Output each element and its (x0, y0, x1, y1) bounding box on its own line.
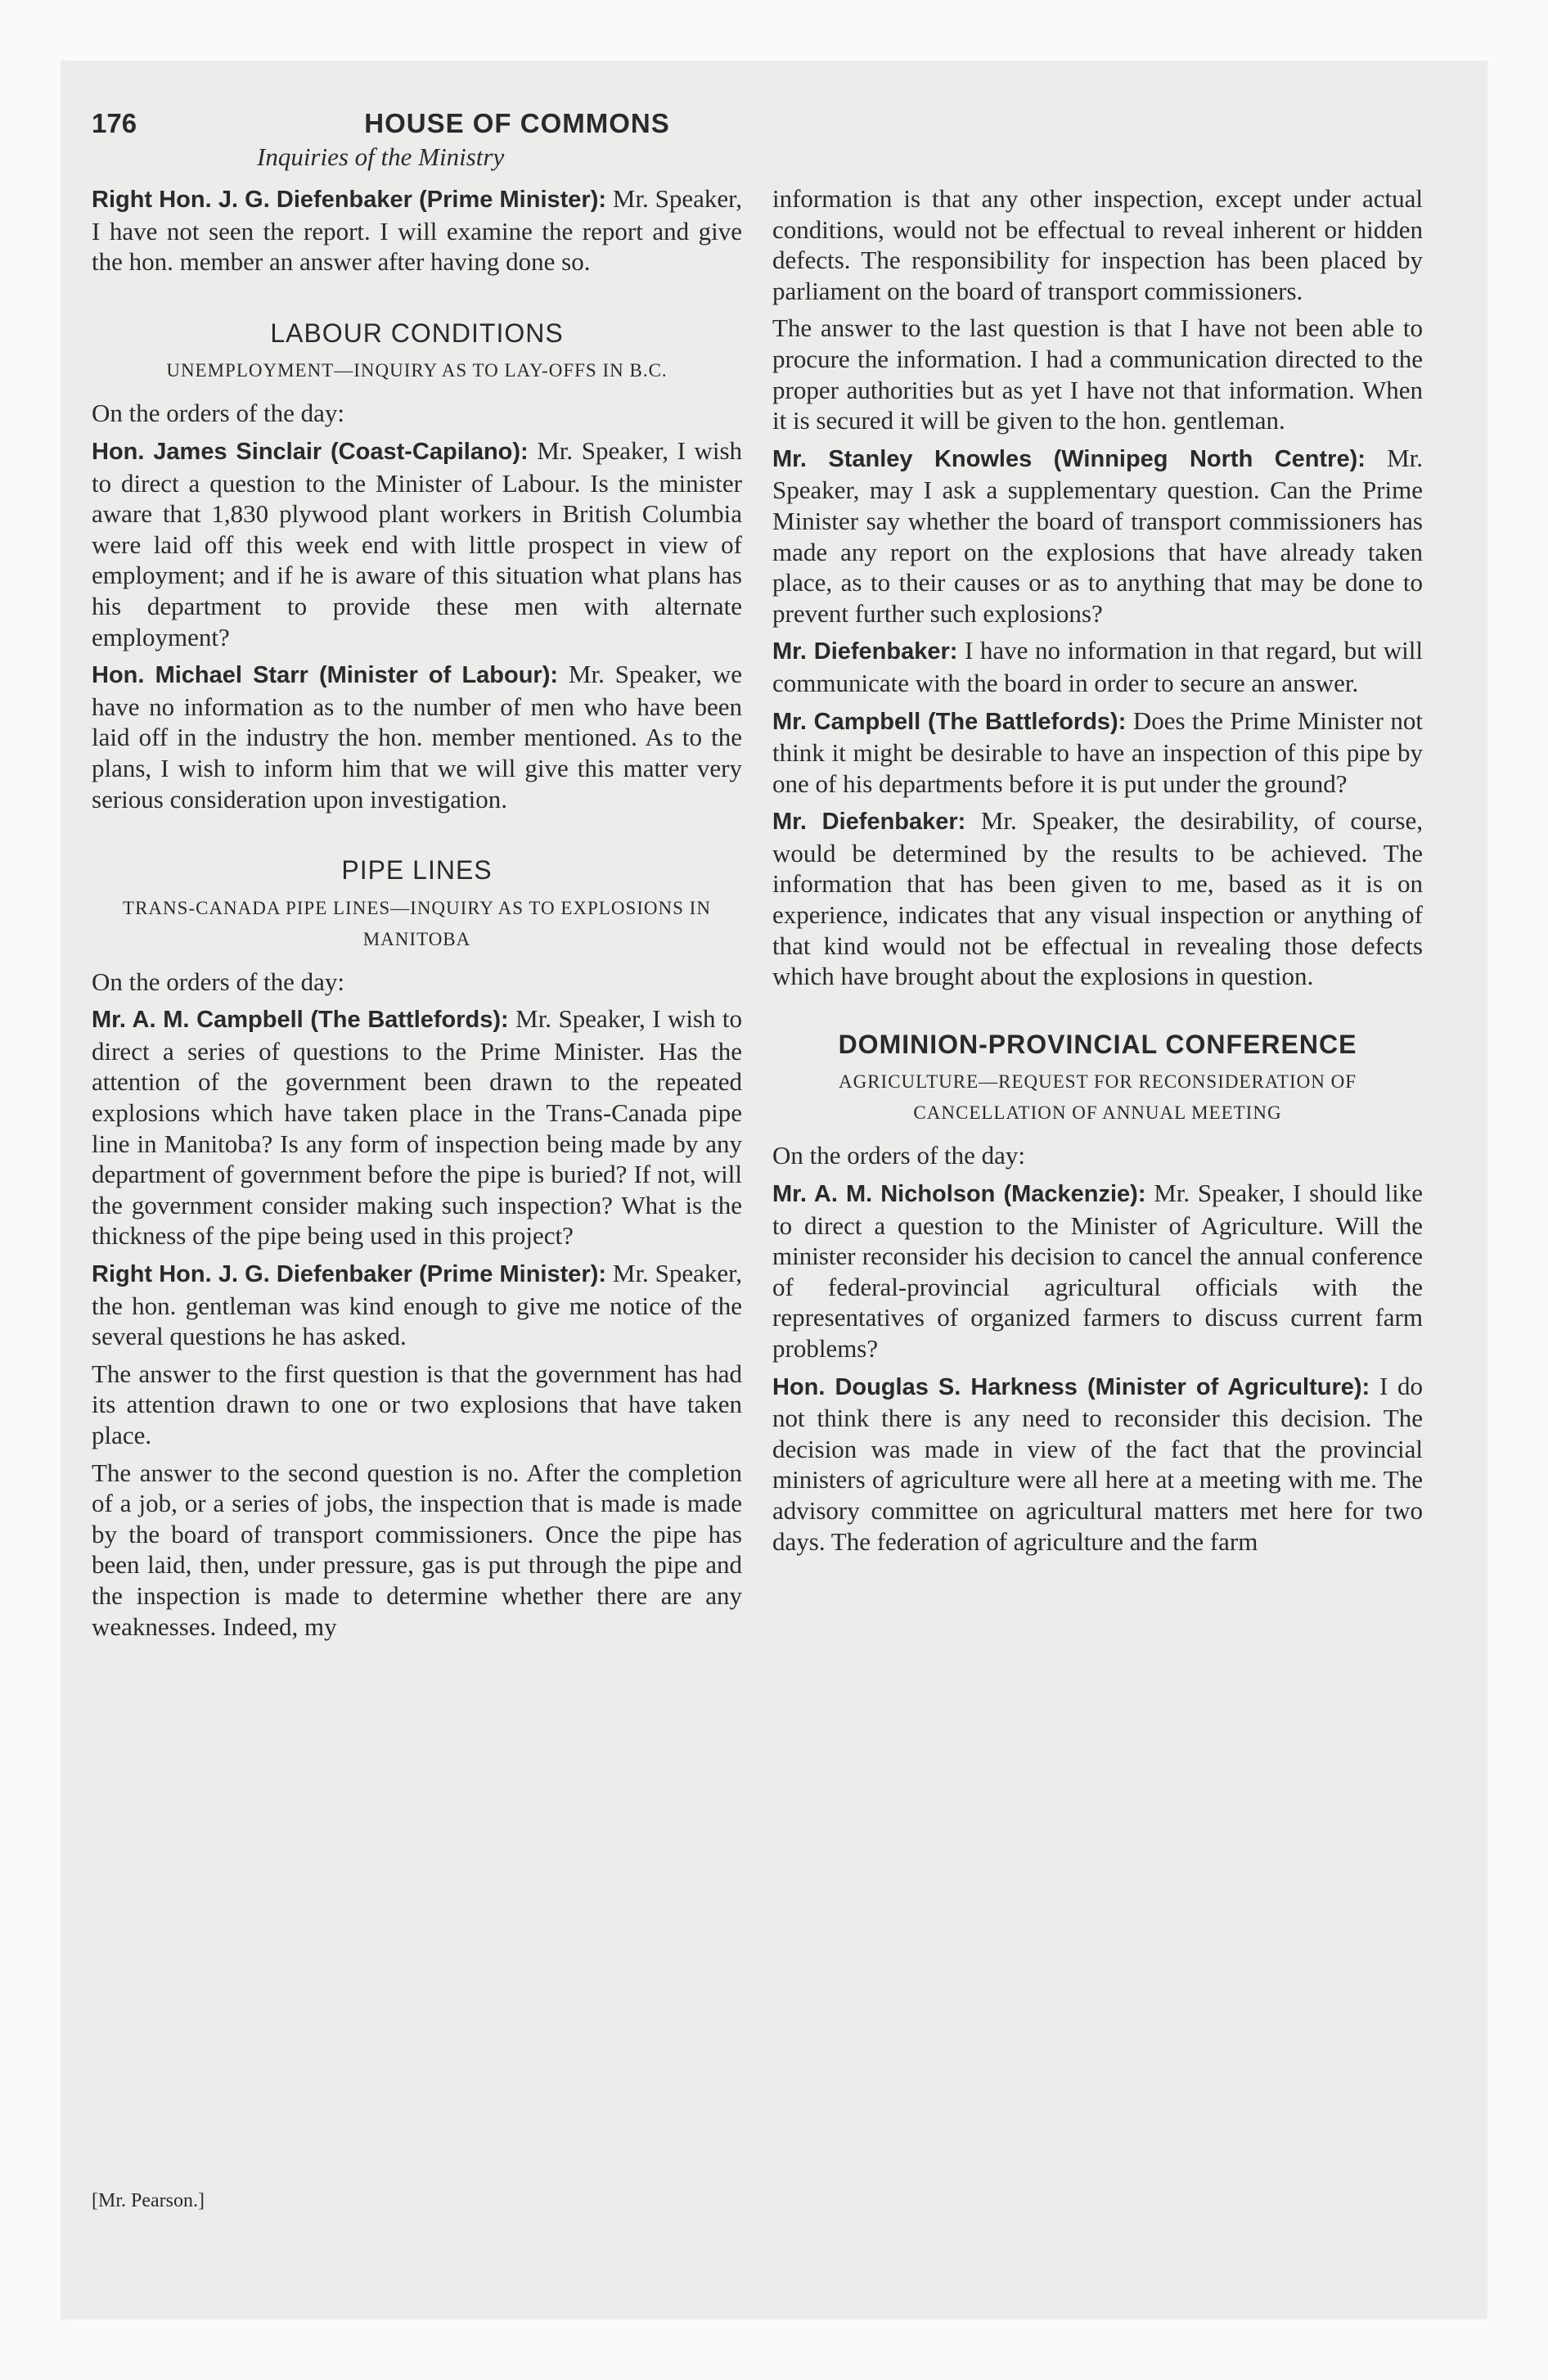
paragraph: The answer to the first question is that the government has had its attention drawn to one or two explosions that have taken place. (92, 1359, 742, 1449)
paragraph: Mr. Diefenbaker: I have no information in that regard, but will communicate with the board in order to secure an answer. (772, 636, 1423, 697)
orders-of-day: On the orders of the day: (92, 967, 345, 996)
section-title: PIPE LINES (341, 855, 493, 886)
paragraph: The answer to the second question is no. After the completion of a job, or a series of jobs, the inspection that is made is made by the board of transport commissioners. Once the pipe has been laid, then, under pressure, gas is put through the pipe and the inspection is made to determine whether there are any weaknesses. Indeed, my (92, 1458, 742, 1641)
page-header (92, 108, 943, 147)
speaker-name: Mr. Diefenbaker: (772, 638, 958, 665)
speaker-name: Mr. A. M. Campbell (The Battlefords): (92, 1007, 509, 1034)
speaker-name: Mr. Campbell (The Battlefords): (772, 708, 1127, 735)
paragraph: Hon. Michael Starr (Minister of Labour): Mr. Speaker, we have no information as to the number of men who have been laid off in the industry the hon. member mentioned. As to the plans, I wish to inform him that we will give this matter very serious consideration upon investigation. (92, 660, 742, 814)
right-column (772, 183, 1423, 1563)
speaker-name: Mr. Stanley Knowles (Winnipeg North Centre): (772, 445, 1366, 472)
speaker-name: Hon. Douglas S. Harkness (Minister of Agriculture): (772, 1373, 1370, 1400)
orders-of-day: On the orders of the day: (772, 1141, 1026, 1170)
paragraph: Right Hon. J. G. Diefenbaker (Prime Minister): Mr. Speaker, I have not seen the report. I will examine the report and give the hon. member an answer after having done so. (92, 184, 742, 277)
section-title: DOMINION-PROVINCIAL CONFERENCE (838, 1029, 1357, 1059)
paragraph: Hon. Douglas S. Harkness (Minister of Agriculture): I do not think there is any need to reconsider this decision. The decision was made in view of the fact that the provincial ministers of agriculture were all here at a meeting with me. The advisory committee on agricultural matters met here for two days. The federation of agriculture and the farm (772, 1371, 1423, 1556)
section-title: LABOUR CONDITIONS (270, 318, 564, 348)
page-number: 176 (92, 108, 137, 138)
left-column (92, 183, 742, 1648)
paragraph: Hon. James Sinclair (Coast-Capilano): Mr. Speaker, I wish to direct a question to the Minister of Labour. Is the minister aware that 1,830 plywood plant workers in British Columbia were laid off this week end with little prospect in view of employment; and if he is aware of this situation what plans has his department to provide these men with alternate employment? (92, 435, 743, 651)
page (61, 61, 1487, 2319)
orders-of-day: On the orders of the day: (92, 399, 345, 428)
paragraph: Right Hon. J. G. Diefenbaker (Prime Minister): Mr. Speaker, the hon. gentleman was kind enough to give me notice of the several questions he has asked. (92, 1259, 742, 1351)
paragraph: Mr. Diefenbaker: Mr. Speaker, the desirability, of course, would be determined by the results to be achieved. The information that has been given to me, based as it is on experience, indicates that any visual inspection or anything of that kind would not be effectual in revealing those defects which have brought about the explosions in question. (772, 806, 1423, 991)
paragraph: information is that any other inspection, except under actual conditions, would not be effectual to reveal inherent or hidden defects. The responsibility for inspection has been placed by parliament on the board of transport commissioners. (772, 184, 1423, 305)
speaker-name: Mr. Diefenbaker: (772, 809, 966, 836)
speaker-name: Mr. A. M. Nicholson (Mackenzie): (772, 1181, 1146, 1208)
section-subtopic: TRANS-CANADA PIPE LINES—INQUIRY AS TO EXPLOSIONS IN MANITOBA (123, 897, 711, 949)
speaker-name: Hon. Michael Starr (Minister of Labour): (92, 662, 559, 689)
paragraph: Mr. A. M. Campbell (The Battlefords): Mr. Speaker, I wish to direct a series of questions to the Prime Minister. Has the attention of the government been drawn to the repeated explosions which have taken place in the Trans-Canada pipe line in Manitoba? Is any form of inspection being made by any department of government before the pipe is buried? If not, will the government consider making such inspection? What is the thickness of the pipe being used in this project? (92, 1004, 743, 1251)
speaker-name: Right Hon. J. G. Diefenbaker (Prime Minister): (92, 1261, 607, 1288)
paragraph: Mr. Stanley Knowles (Winnipeg North Centre): Mr. Speaker, may I ask a supplementary question. Can the Prime Minister say whether the board of transport commissioners has made any report on the explosions that have already taken place, as to their causes or as to anything that may be done to prevent further such explosions? (772, 443, 1424, 628)
section-subtopic: UNEMPLOYMENT—INQUIRY AS TO LAY-OFFS IN B.C. (166, 360, 668, 381)
paragraph: The answer to the last question is that I have not been able to procure the information. I had a communication directed to the proper authorities but as yet I have not that information. When it is secured it will be given to the hon. gentleman. (772, 313, 1423, 435)
speaker-name: Right Hon. J. G. Diefenbaker (Prime Minister): (92, 187, 607, 213)
running-head: HOUSE OF COMMONS (364, 108, 670, 138)
section-subtopic: AGRICULTURE—REQUEST FOR RECONSIDERATION OF CANCELLATION OF ANNUAL MEETING (838, 1071, 1357, 1124)
paragraph: Mr. Campbell (The Battlefords): Does the Prime Minister not think it might be desirable to have an inspection of this pipe by one of his departments before it is put under the ground? (772, 705, 1423, 798)
paragraph: Mr. A. M. Nicholson (Mackenzie): Mr. Speaker, I should like to direct a question to the Minister of Agriculture. Will the minister reconsider his decision to cancel the annual conference of federal-provincial agricultural officials with the representatives of organized farmers to discuss current farm problems? (772, 1179, 1423, 1363)
section-subhead: Inquiries of the Ministry (257, 142, 505, 171)
speaker-name: Hon. James Sinclair (Coast-Capilano): (92, 438, 529, 465)
page-footer-speaker-note: [Mr. Pearson.] (92, 2190, 205, 2211)
